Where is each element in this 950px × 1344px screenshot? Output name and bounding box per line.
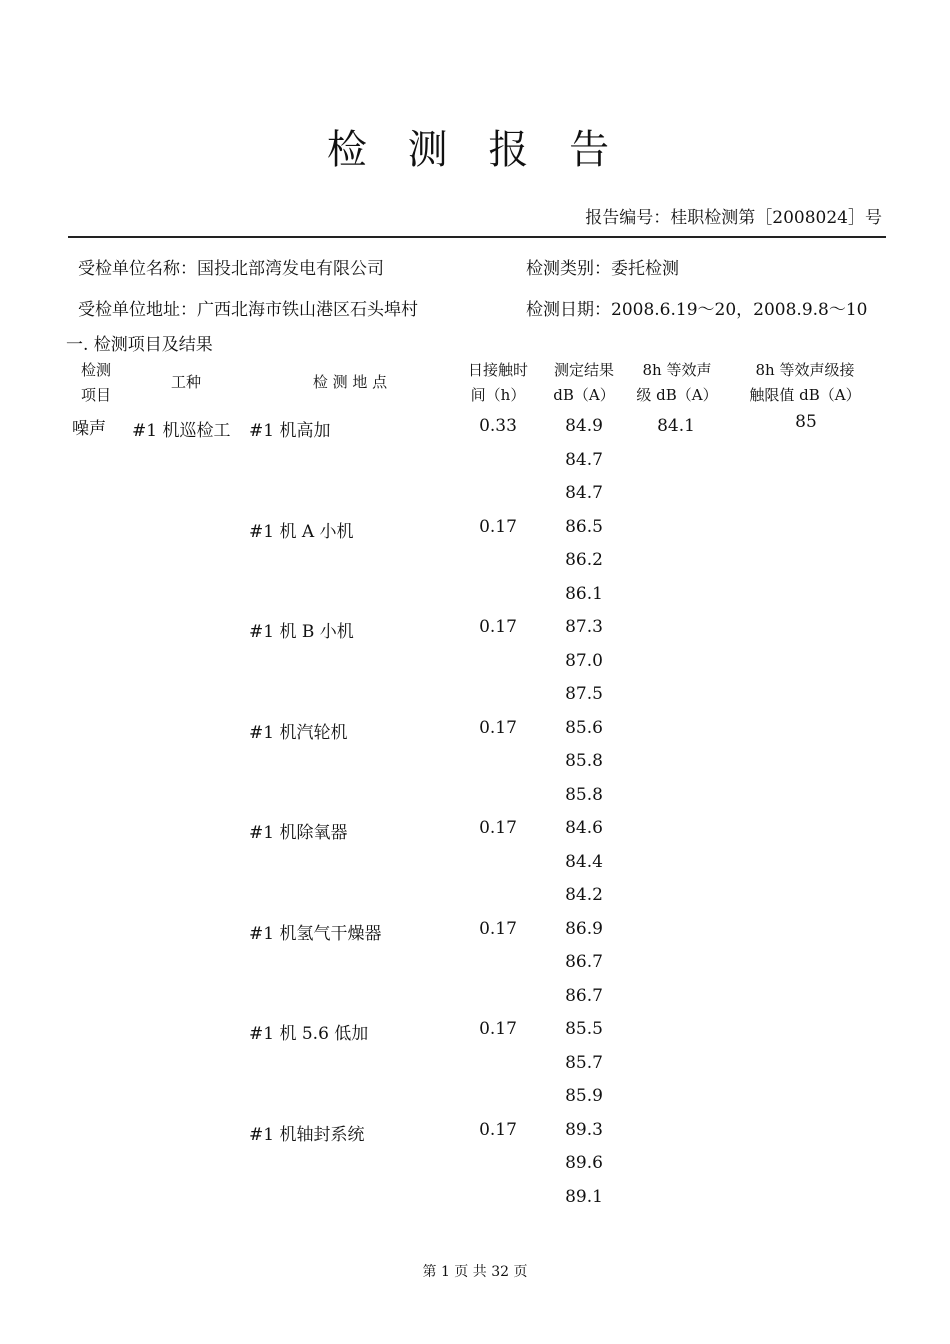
unit-name-label: 受检单位名称： (78, 259, 197, 279)
header-equiv-line1: 8h 等效声 (642, 361, 712, 379)
header-divider (68, 236, 886, 238)
result-value-cell: 89.6 (565, 1153, 603, 1173)
category-row (526, 254, 679, 279)
header-exposure (458, 358, 538, 408)
location-cell: #1 机 A 小机 (249, 521, 354, 542)
item-cell: 噪声 (72, 419, 106, 439)
category-label: 检测类别： (526, 259, 611, 279)
equiv-cell: 84.1 (657, 416, 695, 436)
exposure-time-cell: 0.17 (479, 717, 517, 738)
exposure-time-cell: 0.17 (479, 818, 517, 838)
header-item-line2: 项目 (80, 386, 111, 404)
category-value: 委托检测 (611, 259, 679, 279)
exposure-time-cell: 0.17 (479, 1019, 517, 1039)
header-job: 工种 (170, 373, 201, 391)
header-location: 检 测 地 点 (312, 373, 388, 391)
exposure-time-cell: 0.17 (479, 1119, 517, 1140)
result-value-cell: 84.2 (565, 885, 603, 905)
exposure-time-cell: 0.17 (479, 617, 517, 637)
report-title: 检 测 报 告 (326, 127, 624, 173)
header-limit-line1: 8h 等效声级接 (755, 361, 855, 379)
header-exposure-line1: 日接触时 (467, 361, 528, 379)
page-footer: 第 1 页 共 32 页 (422, 1264, 528, 1280)
header-exposure-line2: 间（h） (470, 386, 526, 404)
result-value-cell: 86.1 (565, 583, 603, 604)
unit-name-row (78, 254, 384, 279)
result-value-cell: 87.5 (565, 684, 603, 704)
result-value-cell: 85.5 (565, 1019, 603, 1039)
result-value-cell: 84.7 (565, 449, 603, 470)
result-value-cell: 84.6 (565, 818, 603, 838)
date-label: 检测日期： (526, 300, 611, 320)
header-equiv-line2: 级 dB（A） (636, 386, 718, 404)
exposure-time-cell: 0.33 (479, 416, 517, 436)
result-value-cell: 86.9 (565, 918, 603, 939)
result-value-cell: 86.5 (565, 516, 603, 537)
report-number: 报告编号：桂职检测第［2008024］号 (585, 208, 882, 228)
result-value-cell: 85.8 (565, 751, 603, 771)
location-cell: #1 机 B 小机 (249, 622, 354, 642)
result-value-cell: 84.9 (565, 416, 603, 436)
result-value-cell: 84.7 (565, 483, 603, 503)
result-value-cell: 89.3 (565, 1119, 603, 1140)
location-cell: #1 机汽轮机 (249, 722, 348, 743)
header-equiv (630, 358, 724, 408)
header-result (544, 358, 624, 408)
date-value: 2008.6.19～20，2008.9.8～10 (611, 300, 868, 320)
address-row (78, 295, 418, 320)
header-result-line2: dB（A） (553, 386, 615, 404)
result-value-cell: 86.7 (565, 985, 603, 1006)
result-value-cell: 84.4 (565, 851, 603, 872)
result-value-cell: 86.7 (565, 952, 603, 972)
exposure-time-cell: 0.17 (479, 918, 517, 939)
address-value: 广西北海市铁山港区石头埠村 (197, 300, 418, 320)
unit-name-value: 国投北部湾发电有限公司 (197, 259, 384, 279)
location-cell: #1 机除氧器 (249, 823, 348, 843)
result-value-cell: 85.8 (565, 784, 603, 805)
location-cell: #1 机高加 (249, 421, 331, 441)
result-value-cell: 85.6 (565, 717, 603, 738)
result-value-cell: 86.2 (565, 550, 603, 570)
result-value-cell: 85.9 (565, 1086, 603, 1106)
result-value-cell: 87.3 (565, 617, 603, 637)
header-item-line1: 检测 (80, 361, 111, 379)
location-cell: #1 机轴封系统 (249, 1124, 365, 1145)
header-item (66, 358, 126, 408)
job-cell: #1 机巡检工 (132, 421, 231, 441)
header-limit (740, 358, 870, 408)
exposure-time-cell: 0.17 (479, 516, 517, 537)
limit-cell: 85 (795, 412, 817, 432)
result-value-cell: 87.0 (565, 650, 603, 671)
header-result-line1: 测定结果 (553, 361, 614, 379)
location-cell: #1 机氢气干燥器 (249, 923, 382, 944)
result-value-cell: 85.7 (565, 1052, 603, 1073)
result-value-cell: 89.1 (565, 1186, 603, 1207)
header-limit-line2: 触限值 dB（A） (749, 386, 861, 404)
section-title: 一. 检测项目及结果 (66, 335, 213, 355)
address-label: 受检单位地址： (78, 300, 197, 320)
location-cell: #1 机 5.6 低加 (249, 1024, 369, 1044)
date-row (526, 295, 868, 320)
